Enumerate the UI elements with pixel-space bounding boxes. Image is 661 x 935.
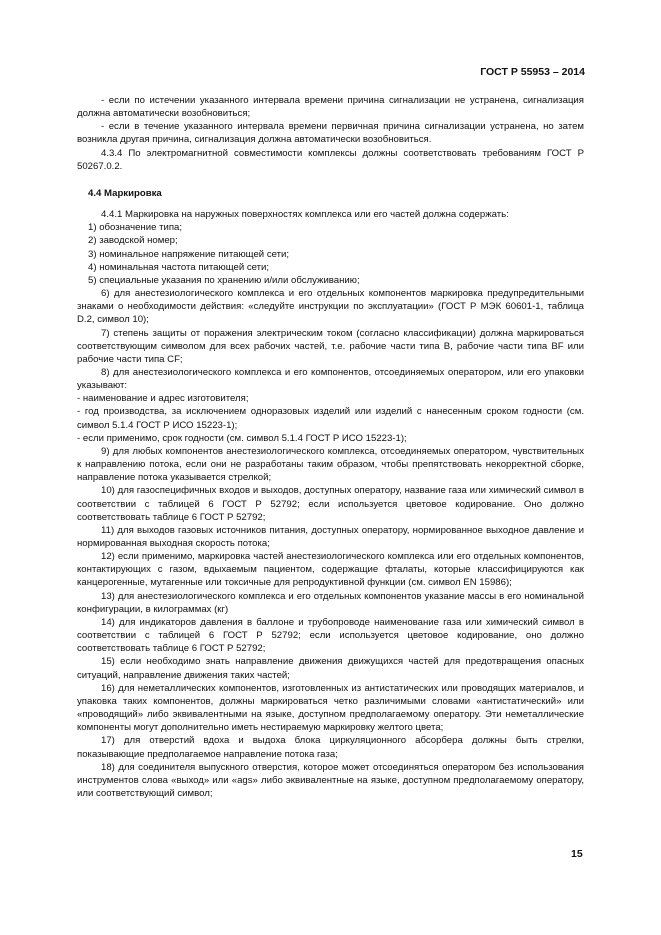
list-item: 5) специальные указания по хранению и/или обслуживанию; <box>88 274 360 286</box>
list-item: 12) если применимо, маркировка частей анестезиологического комплекса или его отдельных компонентов, контактирующих с газом, вдыхаемым пациентом, содержащие фталаты, которые классифицируются как канцерогенные, мутагенные или токсичные для репродуктивной функции (см. символ EN 15986); <box>77 551 584 589</box>
list-item: 14) для индикаторов давления в баллоне и трубопроводе наименование газа или химический символ в соответствии с таблицей 6 ГОСТ Р 52792; если используется цветовое кодирование, оно должно соответствовать таблице 6 ГОСТ Р 52792; <box>77 616 584 655</box>
document-body <box>77 94 584 800</box>
sub-item: - наименование и адрес изготовителя; <box>77 393 249 405</box>
sub-item: - год производства, за исключением одноразовых изделий или изделий с нанесенным сроком годности (см. символ 5.1.4 ГОСТ Р ИСО 15223-1); <box>77 406 584 431</box>
paragraph: - если в течение указанного интервала времени первичная причина сигнализации устранена, но затем возникла другая причина, сигнализация должна автоматически возобновиться. <box>77 121 584 146</box>
list-item: 9) для любых компонентов анестезиологического комплекса, отсоединяемых оператором, чувствительных к направлению потока, если они не разработаны таким образом, чтобы препятствовать некорректной сборке, направление потока указывается стрелкой; <box>77 445 584 484</box>
paragraph: 4.3.4 По электромагнитной совместимости комплексы должны соответствовать требованиям ГОСТ Р 50267.0.2. <box>77 147 584 172</box>
list-item: 11) для выходов газовых источников питания, доступных оператору, нормированное выходное давление и нормированная выходная скорость потока; <box>77 524 584 549</box>
list-item: 1) обозначение типа; <box>88 222 183 234</box>
list-item: 7) степень защиты от поражения электрическим током (согласно классификации) должна маркироваться соответствующим символом для всех рабочих частей, т.е. рабочие части типа B, рабочие части типа BF или рабочие части типа CF; <box>77 327 584 365</box>
list-item: 3) номинальное напряжение питающей сети; <box>88 248 290 260</box>
list-item: 17) для отверстий вдоха и выдоха блока циркуляционного абсорбера должны быть стрелки, показывающие предполагаемое направление потока газа; <box>77 735 584 760</box>
document-header: ГОСТ Р 55953 – 2014 <box>480 66 585 78</box>
list-item: 4) номинальная частота питающей сети; <box>88 261 270 273</box>
list-item: 6) для анестезиологического комплекса и его отдельных компонентов маркировка предупредительными знаками о необходимости действия: «следуйте инструкции по эксплуатации» (ГОСТ Р МЭК 60601-1, таблица D.2, символ 10); <box>77 288 584 326</box>
list-item: 2) заводской номер; <box>88 235 178 247</box>
list-item: 15) если необходимо знать направление движения движущихся частей для предотвращения опасных ситуаций, направление движения таких частей; <box>77 656 584 681</box>
paragraph: 4.4.1 Маркировка на наружных поверхностях комплекса или его частей должна содержать: <box>101 209 509 221</box>
sub-item: - если применимо, срок годности (см. символ 5.1.4 ГОСТ Р ИСО 15223-1); <box>77 432 407 444</box>
list-item: 13) для анестезиологического комплекса и его отдельных компонентов указание массы в его номинальной конфигурации, в килограммах (кг) <box>77 590 584 615</box>
paragraph: - если по истечении указанного интервала времени причина сигнализации не устранена, сигнализация должна автоматически возобновиться; <box>77 95 584 120</box>
list-item: 8) для анестезиологического комплекса и его компонентов, отсоединяемых оператором, или его упаковки указывают: <box>77 366 584 392</box>
list-item: 18) для соединителя выпускного отверстия, которое может отсоединяться оператором без использования инструментов слова «выход» или «ags» либо эквивалентные на языке, доступном предполагаемому оператору, или соответствующий символ; <box>77 761 584 799</box>
list-item: 10) для газоспецифичных входов и выходов, доступных оператору, название газа или химический символ в соответствии с таблицей 6 ГОСТ Р 52792; если используется цветовое кодирование. Оно должно соответствовать таблице 6 ГОСТ Р 52792; <box>77 485 584 523</box>
list-item: 16) для неметаллических компонентов, изготовленных из антистатических или проводящих материалов, и упаковка таких компонентов, должны маркироваться четко различимыми словами «антистатический» или «проводящий» либо эквивалентными на языке, доступном предполагаемому оператору. Эти неметаллические компоненты могут дополнительно иметь нестираемую маркировку желтого цвета; <box>77 682 584 734</box>
section-heading: 4.4 Маркировка <box>88 187 162 199</box>
page-number: 15 <box>571 848 583 860</box>
